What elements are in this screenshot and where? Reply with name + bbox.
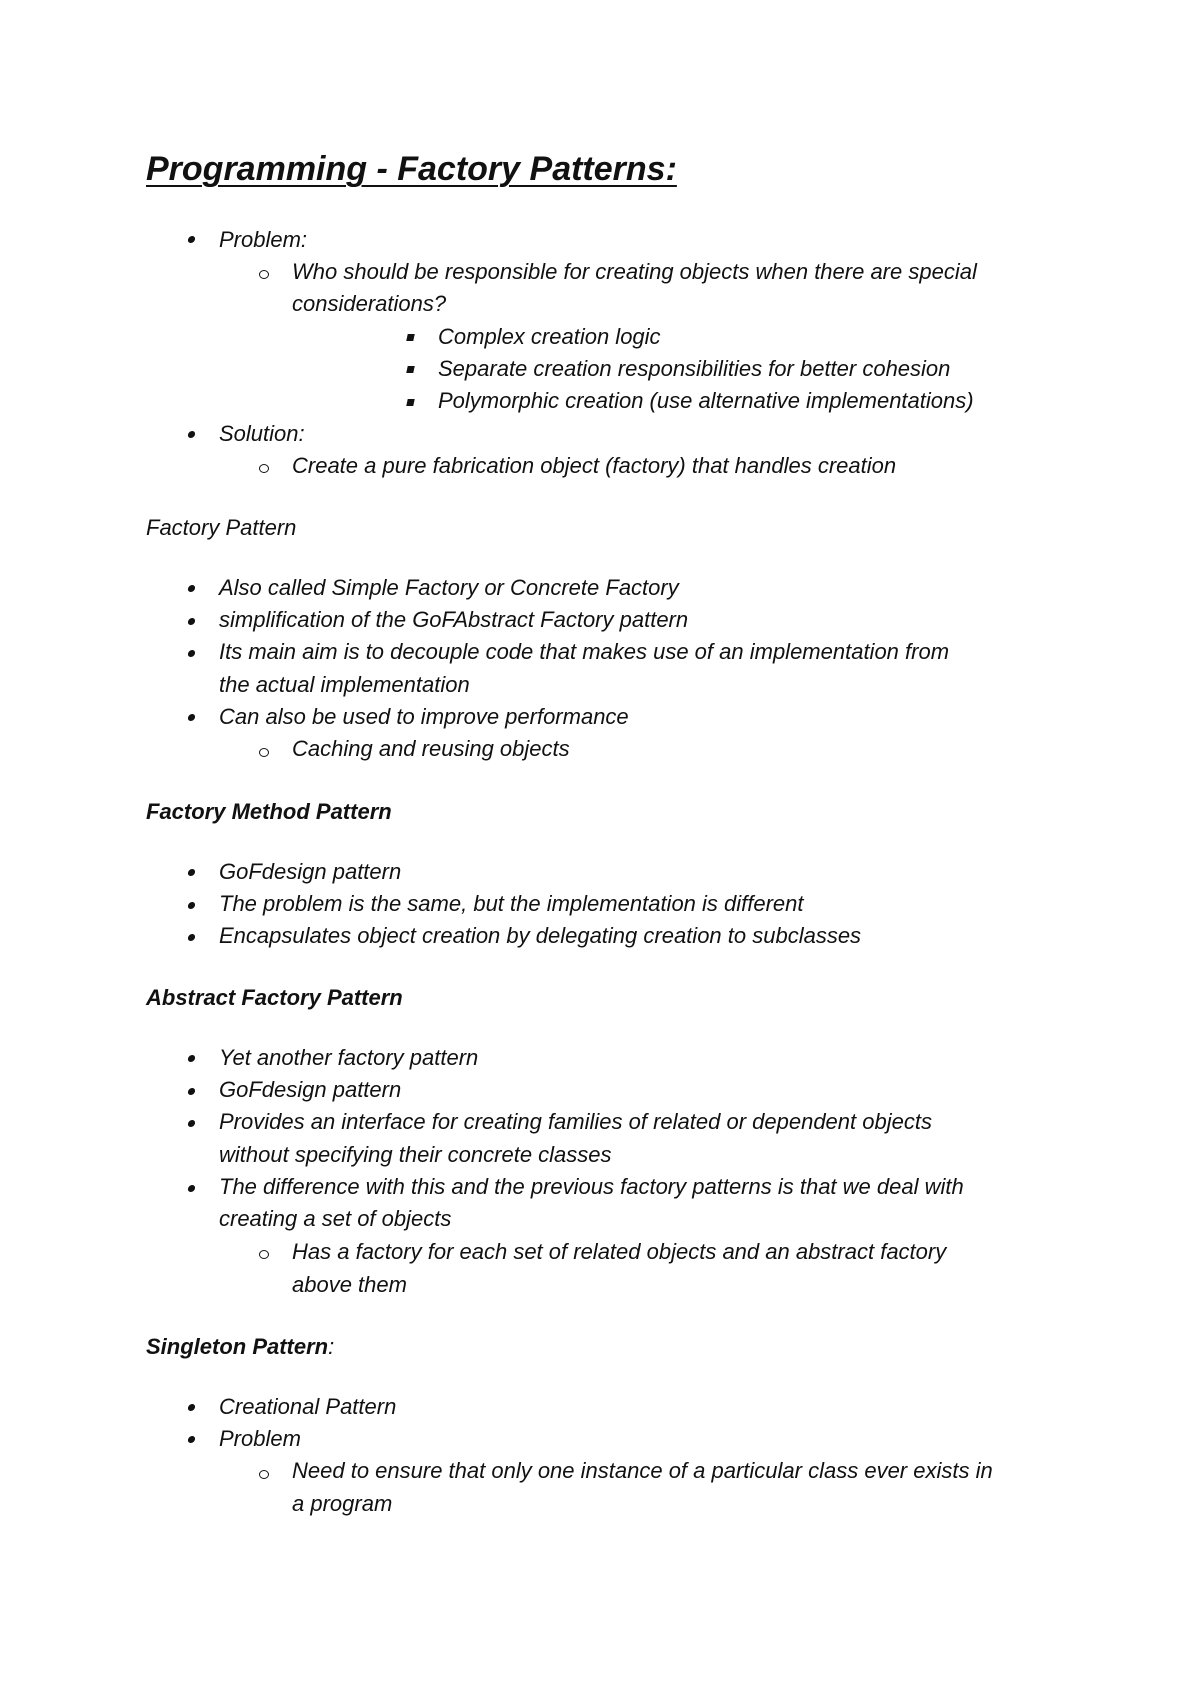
- singleton-subitem-continued: a program: [292, 1491, 393, 1516]
- abstract-factory-subitem: Has a factory for each set of related objects and an abstract factory: [292, 1239, 947, 1264]
- bullet-icon: [187, 1088, 195, 1095]
- factory-method-heading: Factory Method Pattern: [146, 799, 392, 824]
- square-bullet-icon: [406, 399, 414, 406]
- bullet-icon: [187, 714, 195, 721]
- bullet-icon: [187, 431, 195, 438]
- problem-label: Problem:: [219, 227, 308, 252]
- solution-text: Create a pure fabrication object (factory) that handles creation: [292, 453, 897, 478]
- singleton-heading-suffix: :: [328, 1334, 335, 1359]
- factory-pattern-item: Also called Simple Factory or Concrete Factory: [219, 575, 679, 600]
- square-bullet-icon: [406, 334, 414, 341]
- singleton-heading-line: [146, 1332, 334, 1362]
- bullet-icon: [187, 1055, 195, 1062]
- page-title: Programming - Factory Patterns:: [146, 150, 677, 188]
- problem-question-line-2: considerations?: [292, 291, 447, 316]
- bullet-icon: [187, 1436, 195, 1443]
- bullet-icon: [187, 585, 195, 592]
- problem-item: Separate creation responsibilities for better cohesion: [438, 356, 951, 381]
- factory-pattern-item: Its main aim is to decouple code that makes use of an implementation from: [219, 639, 950, 664]
- problem-item: Polymorphic creation (use alternative implementations): [438, 388, 974, 413]
- abstract-factory-item-continued: creating a set of objects: [219, 1206, 452, 1231]
- factory-pattern-item-continued: the actual implementation: [219, 672, 470, 697]
- abstract-factory-item-continued: without specifying their concrete classes: [219, 1142, 612, 1167]
- abstract-factory-item: The difference with this and the previous factory patterns is that we deal with: [219, 1174, 964, 1199]
- singleton-subitem: Need to ensure that only one instance of a particular class ever exists in: [292, 1458, 993, 1483]
- factory-method-item: GoFdesign pattern: [219, 859, 402, 884]
- circle-bullet-icon: [259, 464, 269, 473]
- singleton-heading: Singleton Pattern: [146, 1334, 329, 1359]
- bullet-icon: [187, 934, 195, 941]
- bullet-icon: [187, 869, 195, 876]
- bullet-icon: [187, 618, 195, 625]
- circle-bullet-icon: [259, 748, 269, 757]
- factory-method-item: The problem is the same, but the implementation is different: [219, 891, 804, 916]
- factory-method-item: Encapsulates object creation by delegating creation to subclasses: [219, 923, 862, 948]
- problem-item: Complex creation logic: [438, 324, 661, 349]
- factory-pattern-heading: Factory Pattern: [146, 515, 297, 540]
- bullet-icon: [187, 236, 195, 243]
- bullet-icon: [187, 1185, 195, 1192]
- square-bullet-icon: [406, 366, 414, 373]
- circle-bullet-icon: [259, 1470, 269, 1479]
- abstract-factory-item: GoFdesign pattern: [219, 1077, 402, 1102]
- bullet-icon: [187, 650, 195, 657]
- abstract-factory-item: Provides an interface for creating families of related or dependent objects: [219, 1109, 932, 1134]
- circle-bullet-icon: [259, 270, 269, 279]
- bullet-icon: [187, 902, 195, 909]
- abstract-factory-item: Yet another factory pattern: [219, 1045, 479, 1070]
- problem-question-line-1: Who should be responsible for creating objects when there are special: [292, 259, 977, 284]
- factory-pattern-item: Can also be used to improve performance: [219, 704, 629, 729]
- factory-pattern-item: simplification of the GoFAbstract Factory pattern: [219, 607, 689, 632]
- singleton-item: Problem: [219, 1426, 301, 1451]
- bullet-icon: [187, 1120, 195, 1127]
- singleton-item: Creational Pattern: [219, 1394, 397, 1419]
- factory-pattern-subitem: Caching and reusing objects: [292, 736, 570, 761]
- abstract-factory-subitem-continued: above them: [292, 1272, 407, 1297]
- solution-label: Solution:: [219, 421, 305, 446]
- bullet-icon: [187, 1404, 195, 1411]
- abstract-factory-heading: Abstract Factory Pattern: [146, 985, 403, 1010]
- circle-bullet-icon: [259, 1250, 269, 1259]
